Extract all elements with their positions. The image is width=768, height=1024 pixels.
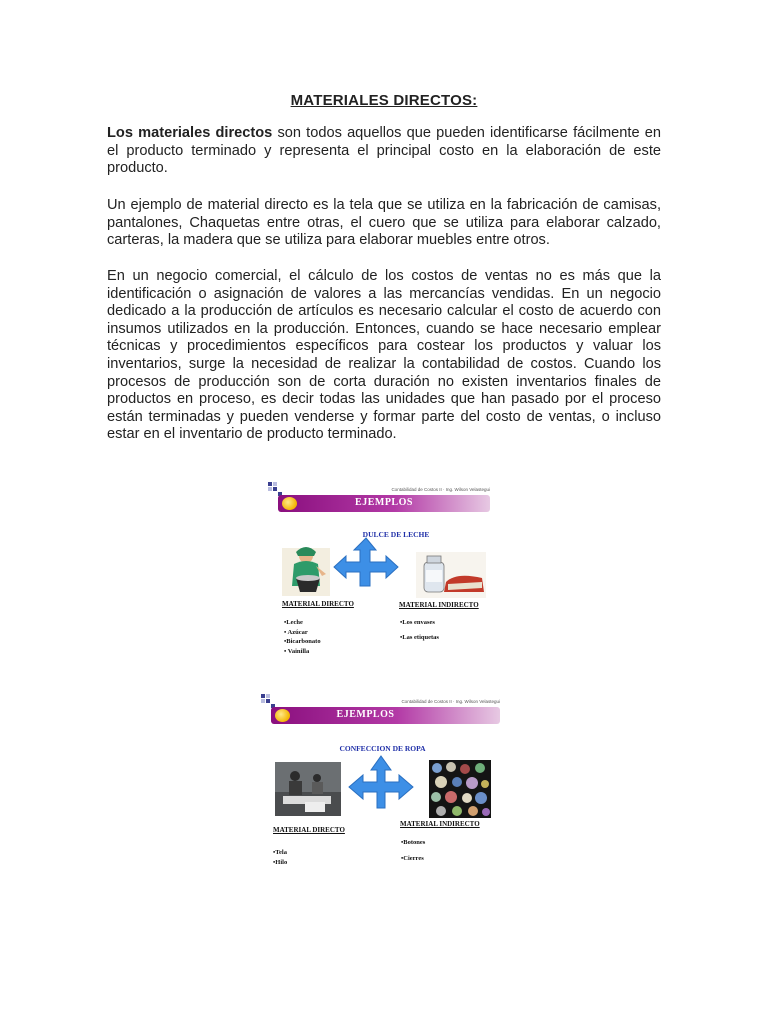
list-item: •Los envases	[400, 619, 435, 626]
paragraph-cost-explanation: En un negocio comercial, el cálculo de los costos de ventas no es más que la identificación o asignación de valores a las mercancías vendidas. En un negocio dedicado a la producción de artículos es necesario calcular el costo de acuerdo con insumos utilizados en la producción. Entonces, cuando se hace necesario emplear técnicas y procedimientos específicos para costear los productos y valuar los inventarios, surge la necesidad de realizar la contabilidad de costos. Cuando los procesos de producción son de corta duración no existen inventarios finales de productos en proceso, es decir todas las unidades que han pasado por el proceso están terminadas y pueden venderse y formar parte del costo de ventas, o incluso estar en el inventario de producto terminado.	[107, 268, 661, 443]
list-item: •Cierres	[401, 855, 424, 862]
list-item: • Azúcar	[284, 628, 308, 636]
page-title: MATERIALES DIRECTOS:	[290, 92, 478, 109]
direct-material-title: MATERIAL DIRECTO	[282, 600, 354, 608]
slide-subtitle: CONFECCION DE ROPA	[339, 744, 426, 753]
slide-header-caption: Contabilidad de Costos II · Ing. Wilson Velastegui	[391, 487, 490, 492]
list-item: •Tela	[273, 849, 287, 856]
slide-banner-label: EJEMPLOS	[355, 497, 413, 508]
slide-decoration-icon	[261, 694, 275, 708]
indirect-material-title: MATERIAL INDIRECTO	[399, 601, 479, 609]
paragraph-definition	[107, 125, 661, 178]
indirect-material-title: MATERIAL INDIRECTO	[400, 820, 480, 828]
slide-decoration-icon	[268, 482, 282, 496]
slide-header-caption: Contabilidad de Costos II · Ing. Wilson Velastegui	[401, 699, 500, 704]
list-item: •Botones	[401, 839, 426, 846]
definition-lead: Los materiales directos	[107, 125, 273, 141]
list-item: • Vainilla	[284, 647, 310, 655]
list-item: •Leche	[284, 619, 303, 626]
list-item: •Las etiquetas	[400, 634, 439, 641]
slide-subtitle: DULCE DE LECHE	[362, 530, 430, 539]
direct-material-list	[284, 618, 321, 656]
slide-confeccion-de-ropa	[261, 694, 504, 879]
sewing-workshop-photo-icon	[275, 762, 341, 816]
slide-banner-label: EJEMPLOS	[336, 709, 395, 720]
jar-bottle-illustration-icon	[416, 552, 486, 598]
indirect-material-list	[401, 835, 425, 867]
paragraph-example: Un ejemplo de material directo es la tela que se utiliza en la fabricación de camisas, pantalones, Chaquetas entre otras, el cuero que se utiliza para elaborar calzado, carteras, la madera que se utiliza para elaborar muebles entre otros.	[107, 197, 661, 249]
slide-dulce-de-leche	[268, 482, 494, 666]
list-item: •Hilo	[273, 858, 288, 866]
definition-text: son todos aquellos que pueden identificarse fácilmente en el producto terminado y representa el principal costo en la elaboración de este producto.	[107, 125, 661, 177]
indirect-material-list	[400, 615, 439, 645]
list-item: •Bicarbonato	[284, 638, 321, 645]
direct-material-title: MATERIAL DIRECTO	[273, 826, 345, 834]
slide-banner	[271, 707, 500, 724]
four-way-arrow-icon	[345, 754, 417, 820]
buttons-photo-icon	[429, 760, 491, 818]
cook-illustration-icon	[282, 544, 332, 600]
direct-material-list	[273, 848, 287, 867]
four-way-arrow-icon	[328, 536, 404, 598]
slide-banner	[278, 495, 490, 512]
